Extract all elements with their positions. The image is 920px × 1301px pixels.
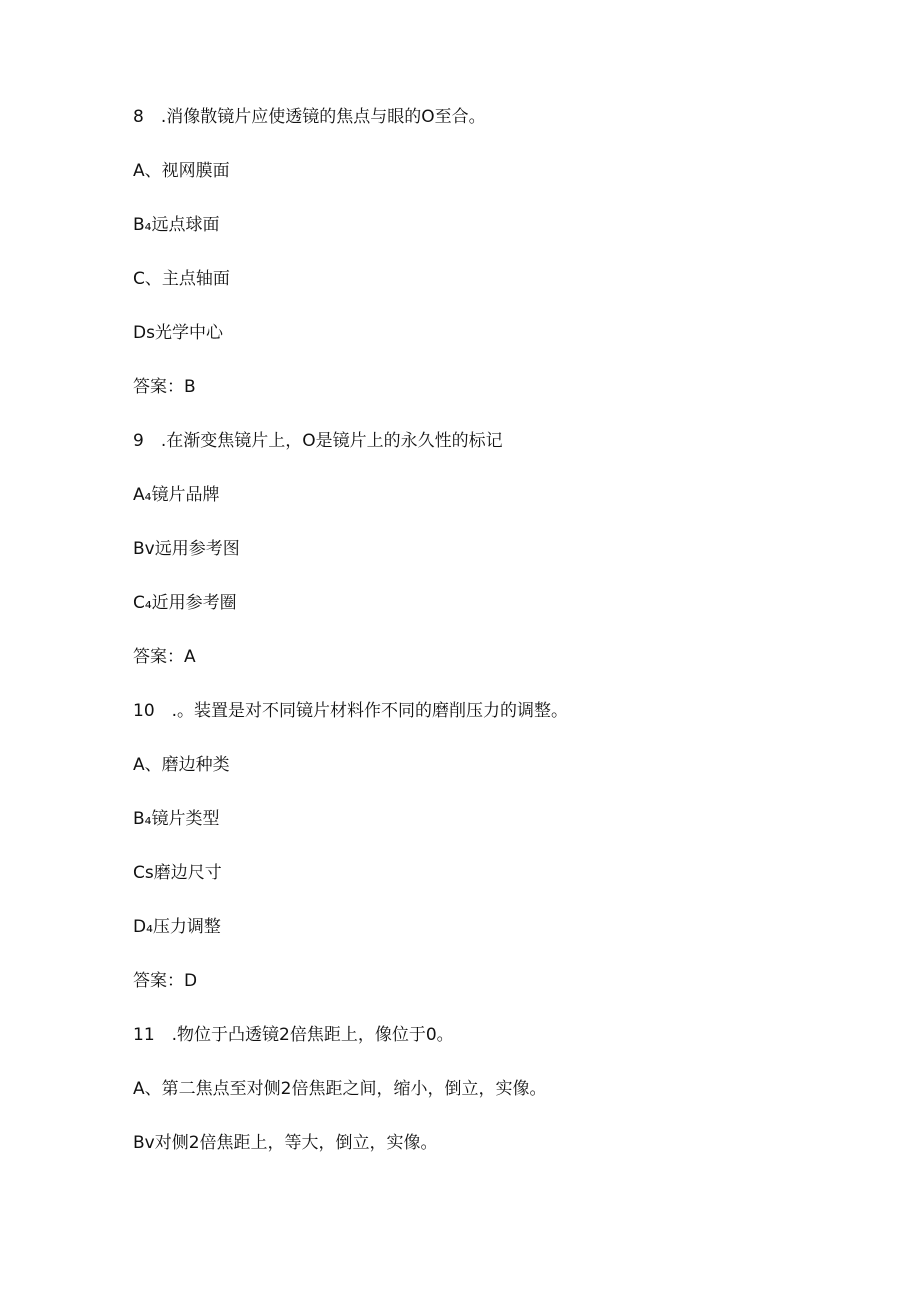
option-b: Bv远用参考图 xyxy=(133,539,240,559)
question-8: 8 .消像散镜片应使透镜的焦点与眼的O至合。 xyxy=(133,107,486,127)
option-a: A、视网膜面 xyxy=(133,161,230,181)
question-11: 11 .物位于凸透镜2倍焦距上，像位于0。 xyxy=(133,1025,454,1045)
option-a: A、磨边种类 xyxy=(133,755,230,775)
option-b: Bv对侧2倍焦距上，等大，倒立，实像。 xyxy=(133,1133,438,1153)
option-a: A、第二焦点至对侧2倍焦距之间，缩小，倒立，实像。 xyxy=(133,1079,547,1099)
option-b: B₄远点球面 xyxy=(133,215,220,235)
option-c: Cs磨边尺寸 xyxy=(133,863,222,883)
option-a: A₄镜片品牌 xyxy=(133,485,220,505)
answer: 答案：A xyxy=(133,647,196,667)
option-b: B₄镜片类型 xyxy=(133,809,220,829)
option-d: D₄压力调整 xyxy=(133,917,221,937)
option-d: Ds光学中心 xyxy=(133,323,223,343)
option-c: C、主点轴面 xyxy=(133,269,230,289)
option-c: C₄近用参考圈 xyxy=(133,593,237,613)
question-9: 9 .在渐变焦镜片上，O是镜片上的永久性的标记 xyxy=(133,431,503,451)
question-10: 10 .。装置是对不同镜片材料作不同的磨削压力的调整。 xyxy=(133,701,569,721)
answer: 答案：B xyxy=(133,377,196,397)
answer: 答案：D xyxy=(133,971,198,991)
